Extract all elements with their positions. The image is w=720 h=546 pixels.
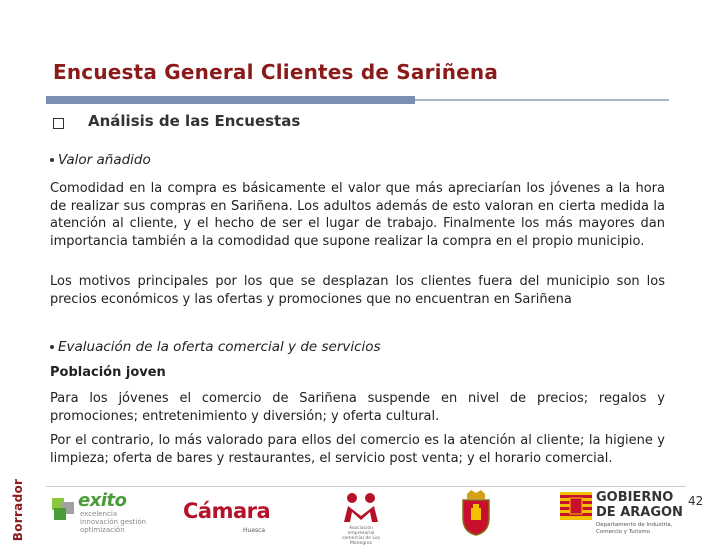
- gobierno-wordmark: [596, 490, 683, 520]
- draft-label: Borrador: [11, 478, 26, 542]
- exito-tagline: excelencia innovación gestión optimización: [80, 510, 147, 534]
- coat-of-arms-icon: [459, 490, 493, 536]
- bullet-dot-icon: [50, 158, 54, 162]
- gobierno-line2: DE ARAGON: [596, 505, 683, 520]
- section-heading-text: Evaluación de la oferta comercial y de servicios: [58, 339, 381, 355]
- gobierno-aragon-logo: [560, 490, 685, 536]
- association-caption: Asociación empresarial comercial de Los Monegros: [342, 526, 380, 546]
- exito-wordmark: exito: [78, 490, 127, 511]
- section-heading-evaluacion: [50, 339, 381, 355]
- paragraph: Comodidad en la compra es básicamente el valor que más apreciarían los jóvenes a la hora de realizar sus compras en Sariñena. Los adultos además de esto valoran en cierta medida la atención al cliente, y el hecho de ser el lugar de trabajo. Finalmente los más mayores dan importancia también a la comodidad que supone realizar la compra en el propio municipio.: [50, 181, 665, 249]
- exito-cube-icon: [50, 492, 78, 524]
- paragraph: Por el contrario, lo más valorado para ellos del comercio es la atención al cliente; la higiene y limpieza; oferta de bares y restaurantes, el servicio post venta; y el horario comercial.: [50, 433, 665, 466]
- square-bullet-icon: [53, 118, 64, 129]
- title-rule: [46, 96, 415, 104]
- paragraph: Los motivos principales por los que se desplazan los clientes fuera del municipio son los precios económicos y las ofertas y promociones que no encuentran en Sariñena: [50, 274, 665, 307]
- page-number: 42: [688, 494, 704, 508]
- draft-stamp: [3, 478, 33, 542]
- bullet-dot-icon: [50, 345, 54, 349]
- section-subtitle: Análisis de las Encuestas: [88, 112, 301, 130]
- subheading-poblacion-joven: Población joven: [50, 365, 166, 380]
- camara-logo: [183, 497, 283, 537]
- title-rule-extension: [415, 99, 669, 101]
- section-heading-text: Valor añadido: [58, 152, 151, 168]
- coat-of-arms: [459, 490, 493, 536]
- paragraph: Para los jóvenes el comercio de Sariñena suspende en nivel de precios; regalos y promociones; entretenimiento y diversión; y oferta cultural.: [50, 391, 665, 424]
- exito-logo: [50, 490, 160, 536]
- camara-wordmark: Cámara: [183, 499, 271, 523]
- footer-rule: [46, 486, 686, 487]
- section-heading-valor: [50, 152, 151, 168]
- association-logo: [338, 490, 384, 546]
- aragon-flag-icon: [560, 492, 592, 520]
- camara-city: Huesca: [243, 527, 266, 534]
- page-title: Encuesta General Clientes de Sariñena: [53, 60, 499, 84]
- gobierno-department: Departamento de Industria, Comercio y Turismo: [596, 522, 673, 535]
- association-mark-icon: [338, 490, 384, 524]
- gobierno-line1: GOBIERNO: [596, 490, 674, 505]
